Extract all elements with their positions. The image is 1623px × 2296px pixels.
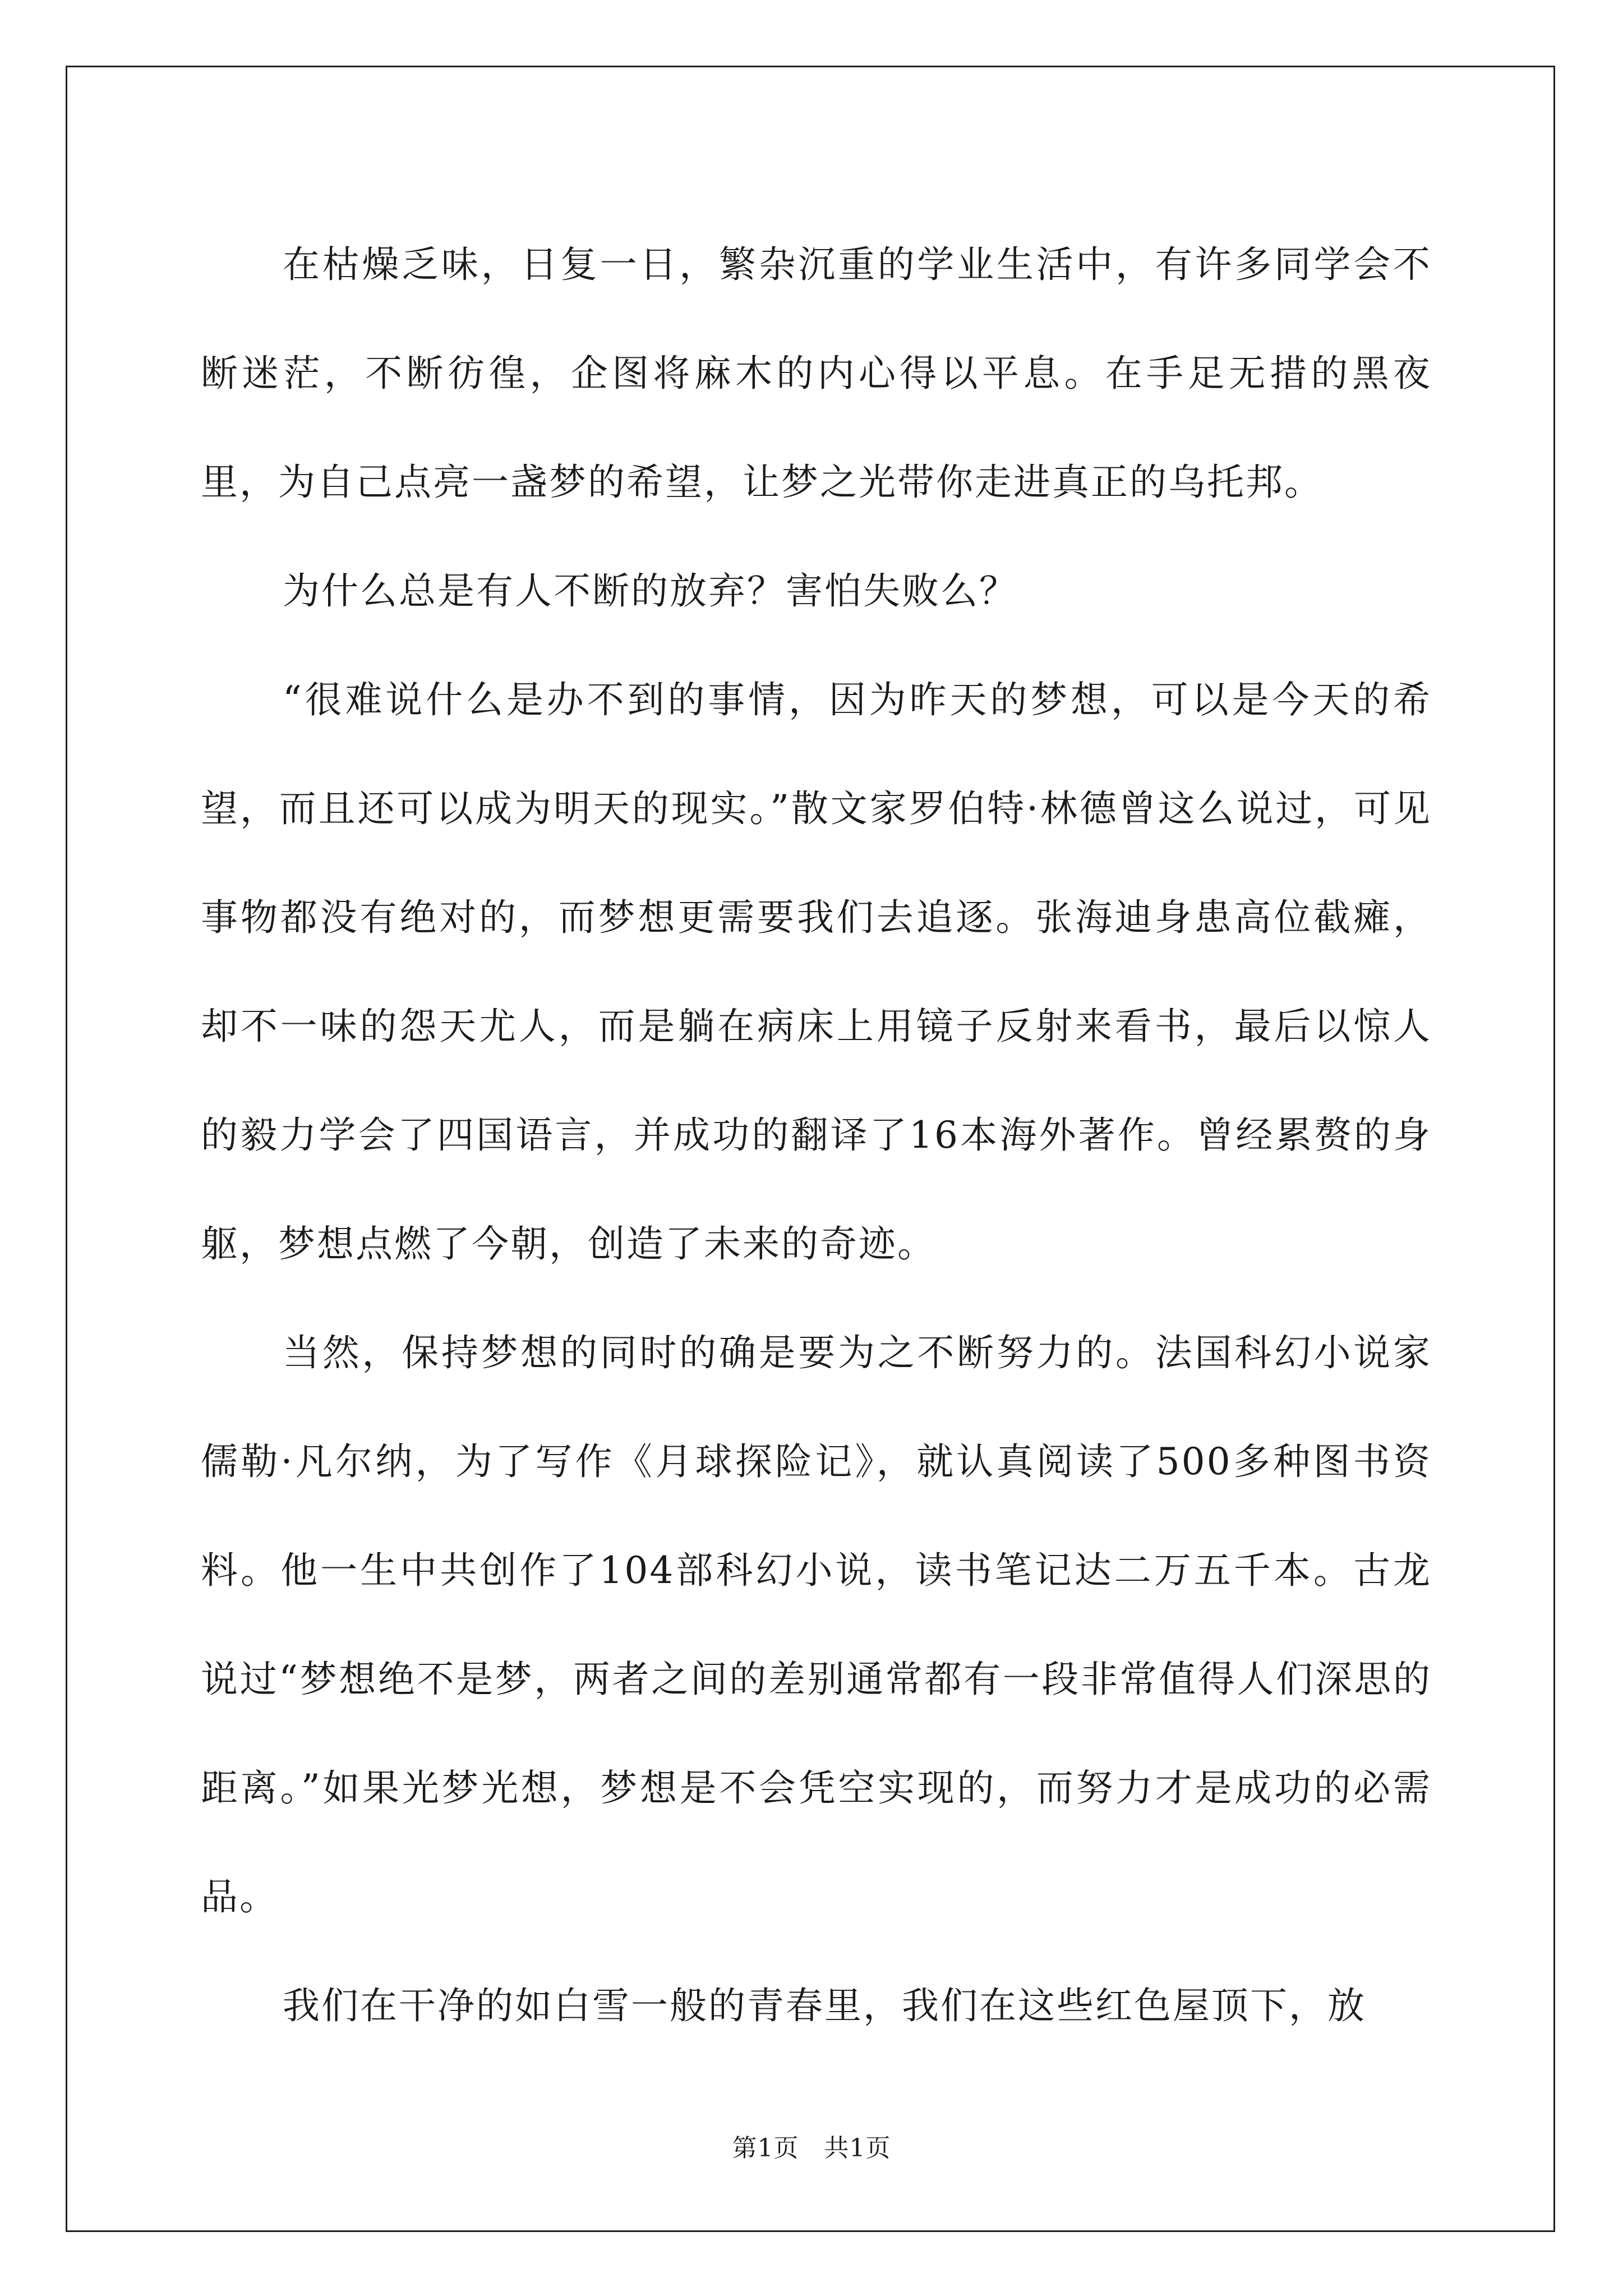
document-body: [201, 210, 1432, 2060]
paragraph-2: 为什么总是有人不断的放弃？害怕失败么？: [283, 569, 1018, 613]
paragraph-1: 在枯燥乏味，日复一日，繁杂沉重的学业生活中，有许多同学会不断迷茫，不断彷徨，企图将麻木的内心得以平息。在手足无措的黑夜里，为自己点亮一盏梦的希望，让梦之光带你走进真正的乌托邦。: [201, 243, 1432, 504]
paragraph-3: “很难说什么是办不到的事情，因为昨天的梦想，可以是今天的希望，而且还可以成为明天的现实。”散文家罗伯特·林德曾这么说过，可见事物都没有绝对的，而梦想更需要我们去追逐。张海迪身患高位截瘫，却不一味的怨天尤人，而是躺在病床上用镜子反射来看书，最后以惊人的毅力学会了四国语言，并成功的翻译了16本海外著作。曾经累赘的身躯，梦想点燃了今朝，创造了未来的奇迹。: [201, 678, 1432, 1266]
paragraph-4: 当然，保持梦想的同时的确是要为之不断努力的。法国科幻小说家儒勒·凡尔纳，为了写作《月球探险记》，就认真阅读了500多种图书资料。他一生中共创作了104部科幻小说，读书笔记达二万五千本。古龙说过“梦想绝不是梦，两者之间的差别通常都有一段非常值得人们深思的距离。”如果光梦光想，梦想是不会凭空实现的，而努力才是成功的必需品。: [201, 1331, 1432, 1918]
page-number-footer: 第1页 共1页: [732, 2134, 891, 2162]
paragraph-5: 我们在干净的如白雪一般的青春里，我们在这些红色屋顶下，放: [283, 1984, 1366, 2027]
